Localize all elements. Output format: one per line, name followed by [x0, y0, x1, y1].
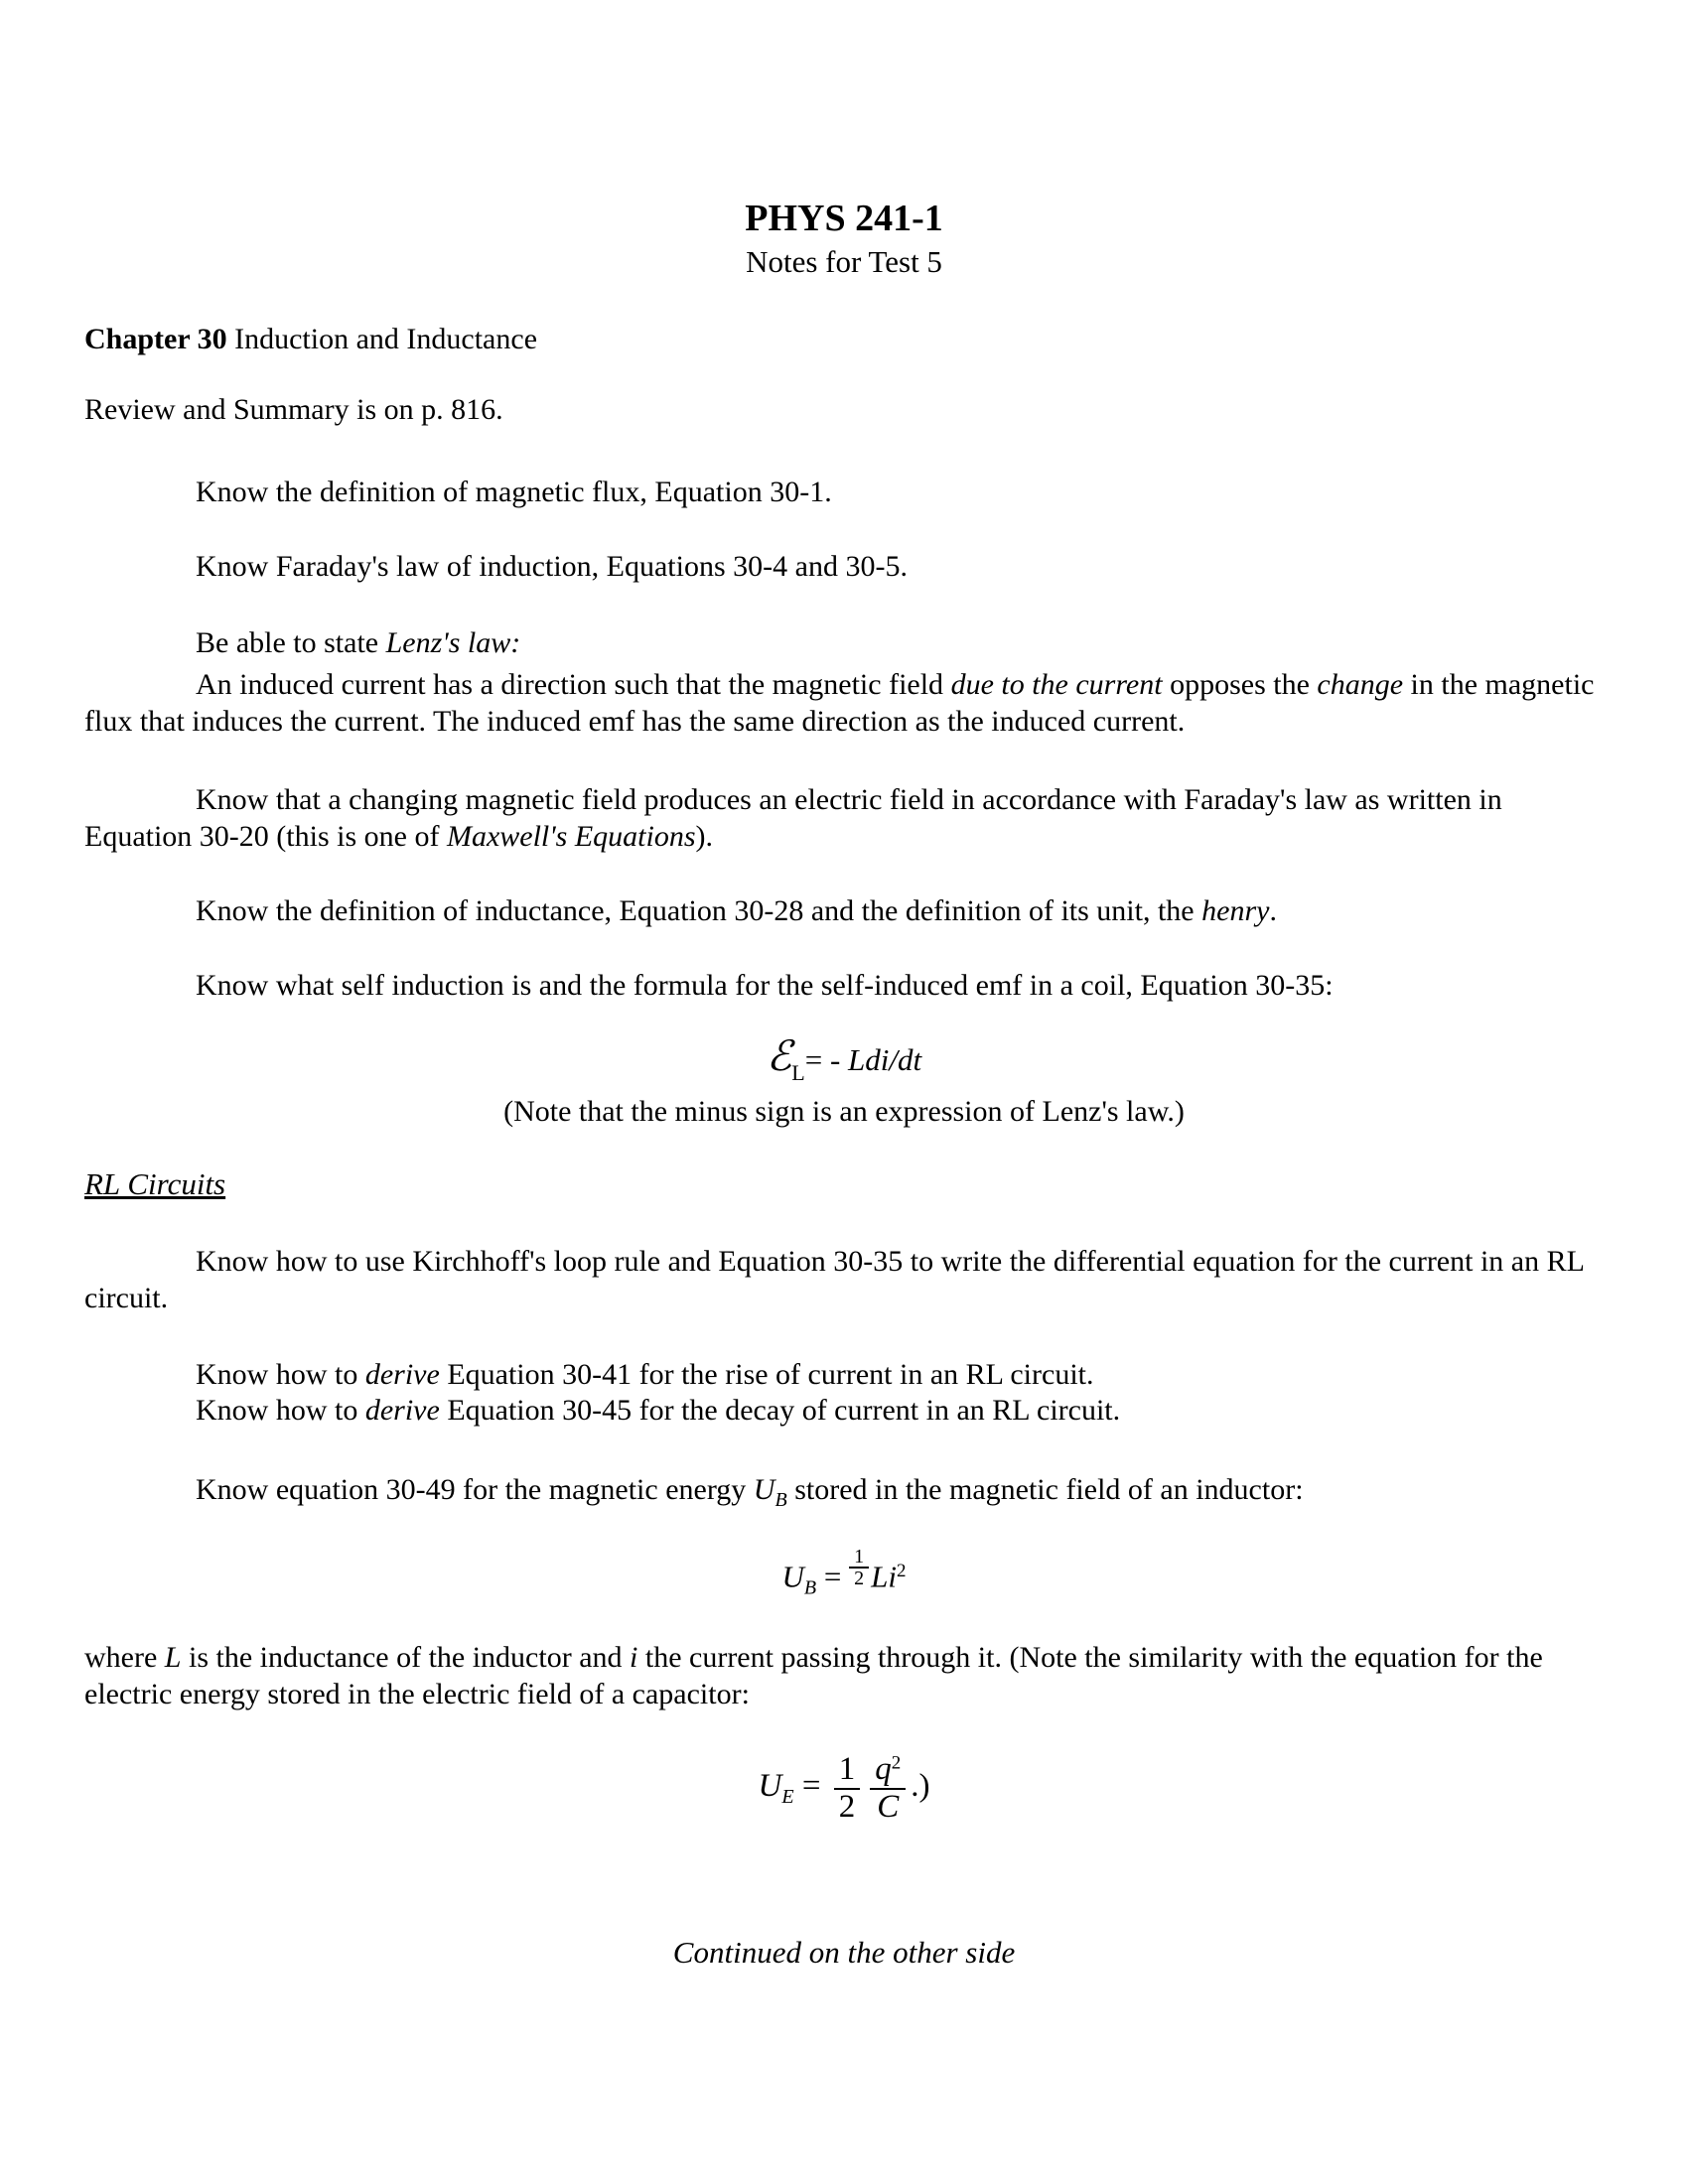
subtitle-text: Notes for Test 5 [746, 244, 942, 279]
variable-u-subscript: B [774, 1489, 787, 1511]
equals-sign: = [823, 1559, 842, 1594]
fraction-numerator: 1 [849, 1547, 869, 1569]
course-code: PHYS 241-1 [745, 198, 943, 239]
lhs-variable: U [781, 1559, 804, 1594]
text-run: Be able to state [196, 626, 386, 659]
item-magnetic-flux [196, 474, 1628, 510]
equation-self-induced-emf [0, 1036, 1688, 1093]
item-self-induction [196, 967, 1628, 1004]
variable-l: L [164, 1641, 182, 1674]
where-paragraph [84, 1639, 1601, 1712]
text-run: Equation 30-41 for the rise of current in an RL circuit. [439, 1358, 1094, 1391]
item-magnetic-energy [196, 1471, 1628, 1519]
kirchhoff-paragraph [84, 1243, 1601, 1316]
text-run: Know equation 30-49 for the magnetic energy [196, 1473, 754, 1506]
fraction-numerator: 1 [834, 1752, 861, 1790]
text-run: in the magnetic flux that induces the current. The induced emf has the same direction as the induced current. [84, 668, 1595, 738]
lhs-variable: U [758, 1768, 782, 1805]
chapter-label: Chapter 30 [84, 323, 227, 355]
lenz-definition-paragraph [84, 666, 1601, 740]
equation-electric-energy [0, 1752, 1688, 1825]
fraction-q-squared-over-c [870, 1752, 906, 1825]
review-line [84, 391, 1601, 428]
text-run: Know the definition of inductance, Equation 30-28 and the definition of its unit, the [196, 894, 1202, 927]
text-run: . [1269, 894, 1277, 927]
fraction-one-half [849, 1547, 869, 1588]
equation-magnetic-energy [0, 1547, 1688, 1607]
chapter-heading [84, 321, 1601, 357]
text-run: Know that a changing magnetic field produces an electric field in accordance with Faraday's law as written in Equation 30-20 (this is one of [84, 783, 1502, 853]
text-run: (Note that the minus sign is an expression of Lenz's law.) [503, 1095, 1185, 1128]
text-run: Know how to [196, 1358, 365, 1391]
text-run: Continued on the other side [672, 1935, 1016, 1970]
item-faraday-law [196, 548, 1628, 585]
item-lenz-law [196, 624, 1628, 661]
page-subtitle [0, 243, 1688, 281]
chapter-title: Induction and Inductance [226, 323, 538, 355]
emphasis-run: due to the current [950, 668, 1163, 701]
variable-u: U [753, 1473, 775, 1506]
text-run: Know how to [196, 1394, 365, 1427]
emphasis-run: change [1317, 668, 1404, 701]
text-run: Know what self induction is and the formula for the self-induced emf in a coil, Equation 30-35: [196, 969, 1334, 1002]
emphasis-run: Maxwell's Equations [446, 820, 696, 853]
item-inductance-definition [196, 892, 1628, 929]
text-run: is the inductance of the inductor and [181, 1641, 631, 1674]
variable-i: i [630, 1641, 638, 1674]
emphasis-run: derive [364, 1394, 440, 1427]
text-run: Equation 30-45 for the decay of current in an RL circuit. [439, 1394, 1121, 1427]
charge-variable: q [875, 1751, 892, 1787]
text-run: Know Faraday's law of induction, Equations 30-4 and 30-5. [196, 550, 908, 583]
text-run: ). [695, 820, 714, 853]
equals-sign: = [801, 1768, 821, 1805]
text-run: opposes the [1162, 668, 1318, 701]
rl-circuits-heading [84, 1165, 1601, 1202]
fraction-one-half [834, 1752, 861, 1825]
text-run: An induced current has a direction such that the magnetic field [196, 668, 951, 701]
emphasis-run: henry [1201, 894, 1270, 927]
emphasis-run: derive [364, 1358, 440, 1391]
lenz-law-italic: Lenz's law: [385, 626, 521, 659]
script-e-symbol: ℰ [766, 1034, 792, 1080]
relation: = - [804, 1042, 849, 1077]
heading-text: RL Circuits [84, 1166, 226, 1201]
text-run: the current passing through it. (Note the similarity with the equation for the electric energy stored in the electric field of a capacitor: [84, 1641, 1543, 1710]
lhs-subscript: E [781, 1786, 794, 1809]
continued-footer [0, 1934, 1688, 1971]
equation-note [0, 1093, 1688, 1130]
text-run: stored in the magnetic field of an inductor: [786, 1473, 1304, 1506]
lhs-subscript: B [803, 1576, 817, 1599]
expression: Ldi/dt [848, 1042, 922, 1077]
coefficient-variable: Li [871, 1559, 897, 1594]
text-run: Review and Summary is on p. 816. [84, 393, 503, 426]
item-derive-decay [196, 1392, 1628, 1429]
item-derive-rise [196, 1356, 1628, 1393]
text-run: Know how to use Kirchhoff's loop rule and Equation 30-35 to write the differential equation for the current in an RL circuit. [84, 1245, 1584, 1314]
closing-punctuation: .) [911, 1768, 930, 1805]
fraction-denominator: 2 [854, 1568, 865, 1589]
fraction-denominator: C [877, 1788, 900, 1825]
subscript: L [791, 1059, 805, 1085]
text-run: where [84, 1641, 165, 1674]
fraction-denominator: 2 [838, 1788, 856, 1825]
exponent: 2 [896, 1560, 907, 1581]
exponent: 2 [891, 1752, 902, 1774]
fraction-numerator [870, 1752, 906, 1790]
text-run: Know the definition of magnetic flux, Equation 30-1. [196, 476, 832, 508]
maxwell-paragraph [84, 781, 1601, 855]
page-title [0, 197, 1688, 240]
